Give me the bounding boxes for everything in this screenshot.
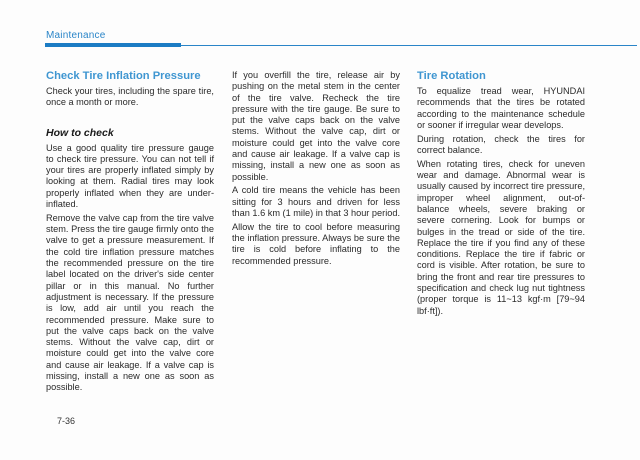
- heading-tire-rotation: Tire Rotation: [417, 70, 486, 82]
- heading-check-tire-inflation-pressure: Check Tire Inflation Pressure: [46, 70, 201, 82]
- header-rule-thick: [45, 43, 181, 47]
- paragraph-overfill: If you overfill the tire, release air by pushing on the metal stem in the center of the tire valve. Recheck the tire pressure with the tire gauge. Be sure to put the valve caps back on the valve stems. Without the valve cap, dirt or moisture could get into the valve core and cause air leakage. If a valve cap is missing, install a new one as soon as possible.: [232, 70, 400, 182]
- chapter-label: Maintenance: [46, 30, 106, 41]
- paragraph-gauge-check: Use a good quality tire pressure gauge to check tire pressure. You can not tell if your tires are properly inflated simply by looking at them. Radial tires may look properly inflated when they are under-inflated.: [46, 142, 214, 210]
- paragraph-equalize-tread-wear: To equalize tread wear, HYUNDAI recommends that the tires be rotated according to the maintenance schedule or sooner if irregular wear develops.: [417, 86, 585, 130]
- column-left: [46, 70, 214, 396]
- header-rule-thin: [181, 45, 637, 46]
- subheading-how-to-check: How to check: [46, 126, 114, 139]
- page-number: 7-36: [57, 416, 76, 426]
- paragraph-rotation-balance: During rotation, check the tires for correct balance.: [417, 133, 585, 155]
- column-right: [417, 70, 585, 319]
- paragraph-cool-before-measuring: Allow the tire to cool before measuring the inflation pressure. Always be sure the tire is cold before inflating to the recommended pressure.: [232, 221, 400, 266]
- paragraph-rotation-inspection: When rotating tires, check for uneven wear and damage. Abnormal wear is usually caused by incorrect tire pressure, improper wheel alignment, out-of-balance wheels, severe braking or severe cornering. Look for bumps or bulges in the tread or side of the tire. Replace the tire if you find any of these conditions. Replace the tire if fabric or cord is visible. After rotation, be sure to bring the front and rear tire pressures to specification and check lug nut tightness (proper torque is 11~13 kgf·m [79~94 lbf·ft]).: [417, 158, 585, 316]
- paragraph-valve-cap: Remove the valve cap from the tire valve stem. Press the tire gauge firmly onto the valve to get a pressure measurement. If the cold tire inflation pressure matches the recommended pressure on the tire label located on the driver's side center pillar or in this manual. No further adjustment is necessary. If the pressure is low, add air until you reach the recommended pressure. Make sure to put the valve caps back on the valve stems. Without the valve cap, dirt or moisture could get into the valve core and cause air leakage. If a valve cap is missing, install a new one as soon as possible.: [46, 212, 214, 393]
- paragraph-cold-tire-definition: A cold tire means the vehicle has been sitting for 3 hours and driven for less than 1.6 km (1 mile) in that 3 hour period.: [232, 185, 401, 219]
- paragraph-intro: Check your tires, including the spare tire, once a month or more.: [46, 86, 214, 108]
- column-middle: [232, 70, 400, 270]
